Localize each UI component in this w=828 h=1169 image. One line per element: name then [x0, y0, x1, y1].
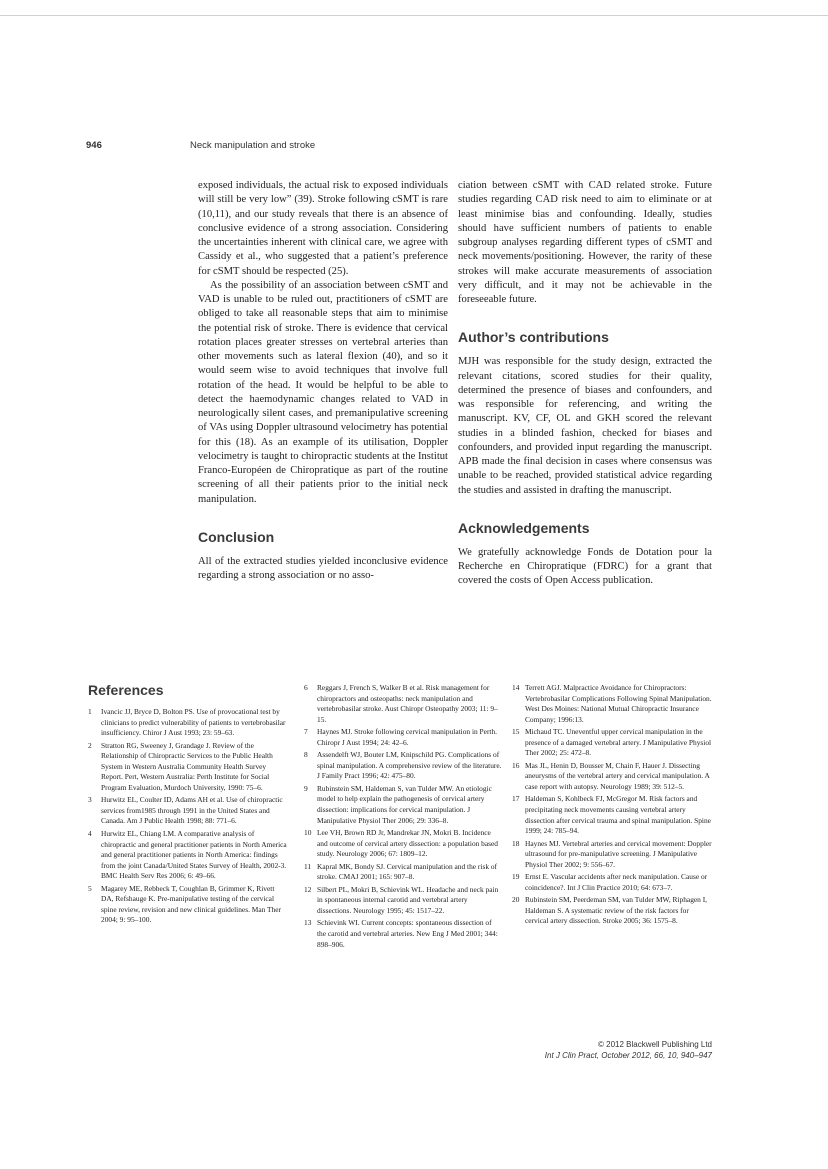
reference-item — [304, 784, 502, 826]
reference-number: 1 — [88, 707, 92, 716]
reference-item — [304, 727, 502, 748]
reference-item — [512, 872, 712, 893]
right-text-column — [458, 179, 712, 589]
reference-number: 6 — [304, 683, 308, 692]
references-column-1 — [88, 707, 288, 928]
reference-text: Terrett AGJ. Malpractice Avoidance for Chiropractors: Vertebrobasilar Complications Following Spinal Manipulation. West Des Moines: National Mutual Chiropractic Insurance Company; 1996:13. — [525, 683, 712, 724]
reference-number: 16 — [512, 760, 520, 770]
page-header — [86, 140, 316, 151]
reference-number: 7 — [304, 727, 308, 737]
reference-text: Rubinstein SM, Peerdeman SM, van Tulder MW, Riphagen I, Haldeman S. A systematic review of the risk factors for cervical artery dissection. Stroke 2005; 36: 1575–8. — [525, 895, 708, 926]
paragraph: All of the extracted studies yielded inconclusive evidence regarding a strong association or no asso- — [198, 555, 448, 581]
paragraph: MJH was responsible for the study design, extracted the relevant citations, scored studies for their quality, determined the presence of biases and confounders, and was responsible for referencing, and writing the manuscript. KV, CF, OL and GKH scored the relevant studies in a blinded fashion, checked for biases and confounders, and provided input regarding the manuscript. APB made the final decision in cases where consensus was unable to be reached, provided statistical advice regarding the studies and assisted in drafting the manuscript. — [458, 356, 712, 496]
reference-item — [304, 683, 502, 725]
reference-item — [88, 741, 288, 794]
conclusion-heading: Conclusion — [198, 528, 275, 545]
reference-number: 17 — [512, 794, 520, 804]
reference-number: 5 — [88, 883, 92, 893]
reference-number: 15 — [512, 727, 520, 737]
running-title: Neck manipulation and stroke — [190, 140, 316, 151]
top-rule — [0, 15, 828, 16]
reference-number: 12 — [304, 884, 312, 894]
reference-number: 14 — [512, 683, 520, 692]
reference-item — [512, 683, 712, 725]
reference-text: Rubinstein SM, Haldeman S, van Tulder MW. An etiologic model to help explain the pathogenesis of cervical artery dissection: implications for cervical manipulation. J Manipulative Physiol Ther 2006; 29: 336–8. — [317, 783, 492, 825]
reference-item — [512, 761, 712, 793]
left-text-column — [198, 179, 448, 583]
reference-number: 10 — [304, 828, 312, 838]
reference-number: 20 — [512, 895, 520, 905]
reference-text: Lee VH, Brown RD Jr, Mandrekar JN, Mokri B. Incidence and outcome of cervical artery dissection: a population based study. Neurology 2006; 67: 1809–12. — [317, 828, 499, 859]
reference-text: Magarey ME, Rebbeck T, Coughlan B, Grimmer K, Rivett DA, Refshauge K. Pre-manipulative testing of the cervical spine review, revision and new clinical guidelines. Man Ther 2004; 9: 95–100. — [101, 883, 281, 925]
reference-text: Stratton RG, Sweeney J, Grandage J. Review of the Relationship of Chiropractic Services to the Public Health System in Western Australia Community Health Survey Report. Pert, Western Australia: Perth Institute for Social Program Evaluation, Murdoch University, 1990: 75–6. — [101, 740, 273, 792]
reference-text: Assendelft WJ, Bouter LM, Knipschild PG. Complications of spinal manipulation. A comprehensive review of the literature. J Family Pract 1996; 42: 475–80. — [317, 750, 502, 781]
page-footer — [545, 1039, 712, 1061]
reference-text: Ernst E. Vascular accidents after neck manipulation. Cause or coincidence?. Int J Clin Practice 2010; 64: 673–7. — [525, 872, 708, 892]
paragraph: As the possibility of an association between cSMT and VAD is unable to be ruled out, practitioners of cSMT are obliged to take all reasonable steps that aim to minimise the potential risk of stroke. There is evidence that cervical rotation places greater stresses on vertebral arteries than other movements such as lateral flexion (40), and so it would seem wise to avoid techniques that involve full rotation of the head. It would be helpful to be able to detect the haemodynamic changes related to VAD in neurologically silent cases, and premanipulative screening of VAs using Doppler ultrasound velocimetry has potential for this (18). As an example of its utilisation, Doppler velocimetry is taught to chiropractic students at the Institut Franco-Européen de Chiropratique as part of the routine screening of all their patients prior to the initial neck manipulation. — [198, 279, 448, 505]
reference-item — [88, 884, 288, 926]
contributions-heading: Author’s contributions — [458, 329, 609, 346]
reference-text: Mas JL, Henin D, Bousser M, Chain F, Hauer J. Dissecting aneurysms of the vertebral artery and cervical manipulation. A case report with autopsy. Neurology 1989; 39: 512–5. — [525, 760, 710, 791]
reference-number: 13 — [304, 918, 312, 928]
reference-number: 3 — [88, 795, 92, 805]
reference-item — [304, 885, 502, 917]
reference-item — [304, 918, 502, 950]
reference-number: 18 — [512, 838, 520, 848]
reference-item — [88, 795, 288, 827]
reference-text: Haldeman S, Kohlbeck FJ, McGregor M. Risk factors and precipitating neck movements causing vertebral artery dissection after cervical trauma and spinal manipulation. Spine 1999; 24: 785–94. — [525, 794, 711, 836]
reference-text: Michaud TC. Uneventful upper cervical manipulation in the presence of a damaged vertebral artery. J Manipulative Physiol Ther 2002; 25: 472–8. — [525, 727, 712, 758]
reference-number: 4 — [88, 829, 92, 839]
reference-item — [304, 828, 502, 860]
reference-text: Hurwitz EL, Coulter ID, Adams AH et al. Use of chiropractic services from1985 through 1991 in the United States and Canada. Am J Public Health 1998; 88: 771–6. — [101, 795, 283, 826]
reference-number: 2 — [88, 740, 92, 750]
reference-item — [512, 794, 712, 836]
reference-number: 9 — [304, 783, 308, 793]
reference-item — [88, 829, 288, 882]
journal-citation: Int J Clin Pract, October 2012, 66, 10, 940–947 — [544, 1051, 712, 1060]
reference-text: Hurwitz EL, Chiang LM. A comparative analysis of chiropractic and general practitioner patients in North America and general practitioner patients in North America: findings from the joint Canada/United States Survey of Health, 2002-3. BMC Health Serv Res 2006; 6: 49–66. — [101, 829, 287, 881]
reference-text: Schievink WI. Current concepts: spontaneous dissection of the carotid and vertebral arteries. New Eng J Med 2001; 344: 898–906. — [317, 918, 498, 949]
reference-number: 8 — [304, 750, 308, 760]
reference-text: Haynes MJ. Vertebral arteries and cervical movement: Doppler ultrasound for pre-manipulative screening. J Manipulative Physiol Ther 2002; 9: 556–67. — [525, 838, 712, 869]
paragraph: exposed individuals, the actual risk to exposed individuals will still be very low” (39). Stroke following cSMT is rare (10,11), and our study reveals that there is an absence of conclusive evidence of a strong association. Considering the uncertainties inherent with clinical care, we agree with Cassidy et al., who suggested that a patient’s preference for cSMT should be respected (25). — [198, 180, 448, 277]
acknowledgements-heading: Acknowledgements — [458, 519, 590, 536]
references-heading: References — [88, 682, 164, 698]
reference-item — [512, 839, 712, 871]
reference-text: Reggars J, French S, Walker B et al. Risk management for chiropractors and osteopaths: neck manipulation and vertebrobasilar stroke. Aust Chiropr Osteopathy 2003; 11: 9–15. — [317, 683, 498, 724]
paragraph: We gratefully acknowledge Fonds de Dotation pour la Recherche en Chiropratique (FDRC) for a grant that covered the costs of Open Access publication. — [458, 546, 712, 587]
references-column-2 — [304, 683, 502, 952]
reference-number: 11 — [304, 861, 312, 871]
reference-item — [304, 862, 502, 883]
paragraph: ciation between cSMT with CAD related stroke. Future studies regarding CAD risk need to aim to eliminate or at least minimise bias and confounding. Ideally, studies should have sufficient numbers of patients to enable subgroup analyses regarding different types of cSMT and neck movements/positioning. However, the rarity of these strokes will make accurate measurements of association very difficult, and it may not be achievable in the foreseeable future. — [458, 180, 712, 305]
page-number: 946 — [86, 140, 102, 151]
copyright-notice: © 2012 Blackwell Publishing Ltd — [598, 1040, 712, 1049]
reference-item — [88, 707, 288, 739]
reference-text: Haynes MJ. Stroke following cervical manipulation in Perth. Chiropr J Aust 1994; 24: 42–6. — [317, 727, 498, 747]
reference-text: Ivancic JJ, Bryce D, Bolton PS. Use of provocational test by clinicians to predict vulnerability of patients to vertebrobasilar insufficiency. Chiror J Aust 1993; 23: 59–63. — [101, 707, 286, 738]
reference-item — [512, 727, 712, 759]
reference-item — [512, 895, 712, 927]
reference-item — [304, 750, 502, 782]
reference-number: 19 — [512, 872, 520, 882]
references-column-3 — [512, 683, 712, 929]
reference-text: Kapral MK, Bondy SJ. Cervical manipulation and the risk of stroke. CMAJ 2001; 165: 907–8. — [317, 861, 498, 882]
reference-text: Silbert PL, Mokri B, Schievink WL. Headache and neck pain in spontaneous internal carotid and vertebral artery dissections. Neurology 1995; 45: 1517–22. — [317, 884, 499, 915]
